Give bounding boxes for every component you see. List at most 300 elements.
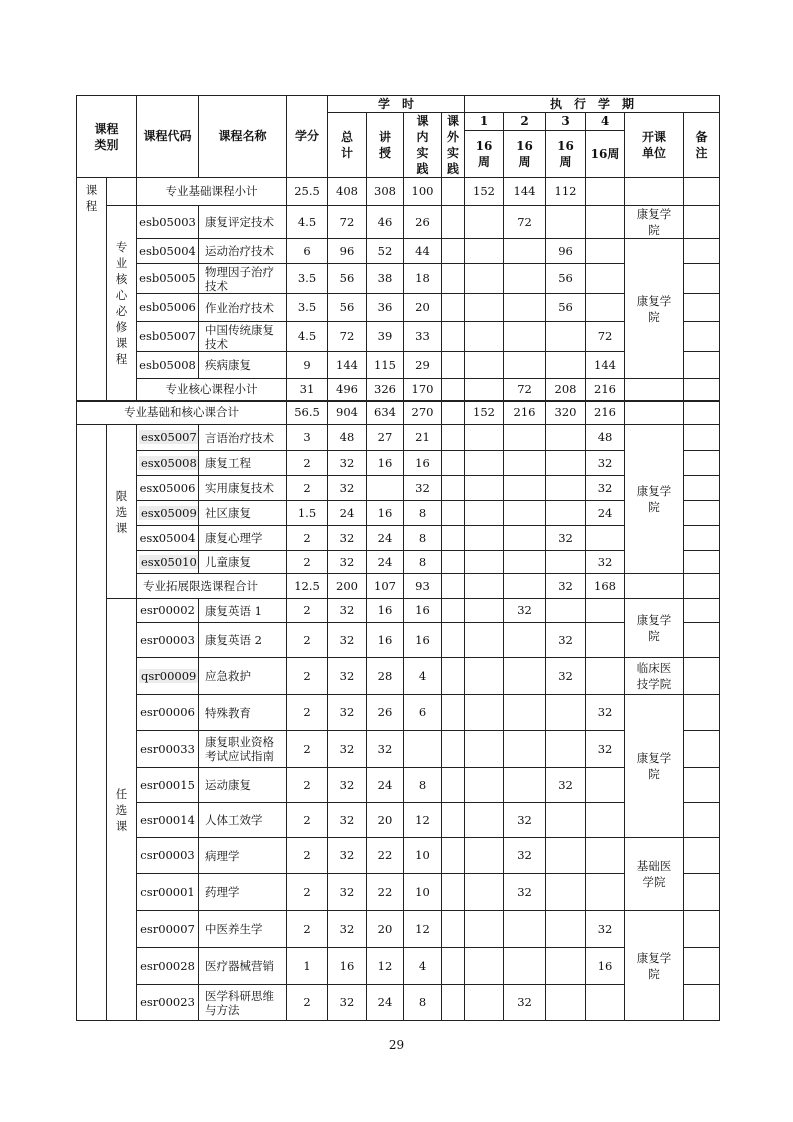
cell-cr: 2 <box>287 658 328 695</box>
header-weeks-4: 16周 <box>586 131 625 178</box>
subtotal-label: 专业拓展限选课程合计 <box>137 574 287 599</box>
cell-l: 24 <box>367 985 404 1021</box>
cell-s3: 32 <box>546 574 586 599</box>
cell-s3: 320 <box>546 401 586 425</box>
table-row <box>77 178 720 206</box>
cell-s2: 32 <box>504 874 546 911</box>
cell-s3: 32 <box>546 623 586 658</box>
cell-s2 <box>504 574 546 599</box>
note-cell <box>684 658 720 695</box>
cell-s2 <box>504 352 546 379</box>
cell-t: 32 <box>328 658 367 695</box>
cell-ip: 6 <box>404 695 442 731</box>
cell-cr: 2 <box>287 476 328 501</box>
cell-s4 <box>586 264 625 294</box>
cell-s1 <box>465 695 504 731</box>
note-cell <box>684 623 720 658</box>
cell-cr: 3.5 <box>287 264 328 294</box>
note-cell <box>684 551 720 574</box>
cell-op <box>442 695 465 731</box>
cell-op <box>442 874 465 911</box>
cell-s3: 208 <box>546 379 586 401</box>
cell-cr: 2 <box>287 695 328 731</box>
cell-s1 <box>465 731 504 768</box>
cell-s3: 96 <box>546 239 586 264</box>
course-code: csr00001 <box>137 874 199 911</box>
dept-empty <box>625 379 684 401</box>
cell-s1: 152 <box>465 178 504 206</box>
table-row <box>77 526 720 551</box>
cell-s4 <box>586 178 625 206</box>
course-code: esr00033 <box>137 731 199 768</box>
course-name: 人体工效学 <box>199 803 287 838</box>
table-row <box>77 322 720 352</box>
cell-op <box>442 206 465 239</box>
cell-s1 <box>465 551 504 574</box>
note-cell <box>684 451 720 476</box>
header-weeks-2: 16周 <box>504 131 546 178</box>
cell-t: 48 <box>328 425 367 451</box>
note-cell <box>684 501 720 526</box>
cell-s4: 32 <box>586 911 625 948</box>
cell-t: 24 <box>328 501 367 526</box>
cell-op <box>442 501 465 526</box>
cell-s1 <box>465 658 504 695</box>
header-lecture: 讲授 <box>367 113 404 178</box>
cell-op <box>442 574 465 599</box>
cell-s1 <box>465 264 504 294</box>
note-cell <box>684 985 720 1021</box>
course-code: esx05007 <box>137 425 199 451</box>
course-code: esr00014 <box>137 803 199 838</box>
cell-op <box>442 803 465 838</box>
cell-op <box>442 379 465 401</box>
cell-s4 <box>586 985 625 1021</box>
cell-s3 <box>546 695 586 731</box>
cell-s3: 32 <box>546 768 586 803</box>
cell-op <box>442 599 465 623</box>
course-name: 儿童康复 <box>199 551 287 574</box>
note-cell <box>684 838 720 874</box>
dept: 基础医学院 <box>625 838 684 911</box>
cell-t: 32 <box>328 695 367 731</box>
cell-t: 32 <box>328 874 367 911</box>
course-name: 康复职业资格考试应试指南 <box>199 731 287 768</box>
note-cell <box>684 401 720 425</box>
cell-ip: 100 <box>404 178 442 206</box>
header-name: 课程名称 <box>199 96 287 178</box>
cell-l: 16 <box>367 623 404 658</box>
cell-s4: 216 <box>586 401 625 425</box>
cell-cr: 2 <box>287 985 328 1021</box>
course-code: esr00006 <box>137 695 199 731</box>
course-code: esx05008 <box>137 451 199 476</box>
header-weeks-3: 16周 <box>546 131 586 178</box>
course-code: esr00028 <box>137 948 199 985</box>
cell-s2 <box>504 501 546 526</box>
dept: 临床医技学院 <box>625 658 684 695</box>
cell-s3 <box>546 911 586 948</box>
course-code: esr00007 <box>137 911 199 948</box>
table-row <box>77 294 720 322</box>
cell-cr: 56.5 <box>287 401 328 425</box>
cell-ip: 8 <box>404 768 442 803</box>
cell-s4 <box>586 768 625 803</box>
cell-l: 22 <box>367 838 404 874</box>
cell-op <box>442 322 465 352</box>
cell-s2 <box>504 948 546 985</box>
cell-s3 <box>546 476 586 501</box>
cell-ip <box>404 731 442 768</box>
cell-s2 <box>504 658 546 695</box>
cell-s4: 144 <box>586 352 625 379</box>
cell-s3 <box>546 352 586 379</box>
cell-t: 496 <box>328 379 367 401</box>
table-row <box>77 731 720 768</box>
note-cell <box>684 768 720 803</box>
cell-cr: 1 <box>287 948 328 985</box>
cell-t: 32 <box>328 476 367 501</box>
cell-s2 <box>504 476 546 501</box>
table-row <box>77 379 720 401</box>
cell-cr: 2 <box>287 838 328 874</box>
cell-s2 <box>504 695 546 731</box>
cell-t: 32 <box>328 623 367 658</box>
table-row <box>77 206 720 239</box>
course-name: 疾病康复 <box>199 352 287 379</box>
cell-s4: 168 <box>586 574 625 599</box>
cell-t: 32 <box>328 551 367 574</box>
course-name: 中医养生学 <box>199 911 287 948</box>
dept: 康复学院 <box>625 239 684 379</box>
dept-empty <box>625 574 684 599</box>
course-name: 中国传统康复技术 <box>199 322 287 352</box>
table-row <box>77 695 720 731</box>
note-cell <box>684 526 720 551</box>
course-name: 医学科研思维与方法 <box>199 985 287 1021</box>
cell-s4: 216 <box>586 379 625 401</box>
table-row <box>77 911 720 948</box>
cell-s4: 32 <box>586 476 625 501</box>
course-code: esx05004 <box>137 526 199 551</box>
cell-t: 32 <box>328 526 367 551</box>
course-code: esx05010 <box>137 551 199 574</box>
cell-t: 200 <box>328 574 367 599</box>
cell-s4 <box>586 623 625 658</box>
cell-s2 <box>504 731 546 768</box>
cell-s1 <box>465 768 504 803</box>
dept: 康复学院 <box>625 911 684 1021</box>
cell-ip: 32 <box>404 476 442 501</box>
cell-s1 <box>465 985 504 1021</box>
cell-t: 408 <box>328 178 367 206</box>
cell-op <box>442 425 465 451</box>
cell-s2: 32 <box>504 803 546 838</box>
cell-t: 56 <box>328 294 367 322</box>
cell-l: 115 <box>367 352 404 379</box>
cell-l: 20 <box>367 803 404 838</box>
header-out-practice: 课外实践 <box>442 113 465 178</box>
course-code: esb05006 <box>137 294 199 322</box>
cell-s2: 32 <box>504 985 546 1021</box>
note-cell <box>684 695 720 731</box>
cell-cr: 2 <box>287 874 328 911</box>
cell-l: 36 <box>367 294 404 322</box>
cell-ip: 16 <box>404 451 442 476</box>
cell-s2 <box>504 768 546 803</box>
cell-ip: 8 <box>404 551 442 574</box>
header-semester: 执 行 学 期 <box>465 96 720 113</box>
table-row <box>77 874 720 911</box>
table-row <box>77 658 720 695</box>
cell-cr: 2 <box>287 451 328 476</box>
dept: 康复学院 <box>625 695 684 838</box>
cell-cr: 2 <box>287 731 328 768</box>
cell-s3: 112 <box>546 178 586 206</box>
cell-cr: 4.5 <box>287 206 328 239</box>
cell-s1 <box>465 526 504 551</box>
cell-s3: 56 <box>546 294 586 322</box>
course-code: esx05006 <box>137 476 199 501</box>
header-code: 课程代码 <box>137 96 199 178</box>
cell-t: 904 <box>328 401 367 425</box>
cell-l: 24 <box>367 551 404 574</box>
cell-ip: 8 <box>404 985 442 1021</box>
cell-s2: 216 <box>504 401 546 425</box>
cell-s3 <box>546 206 586 239</box>
header-credit: 学分 <box>287 96 328 178</box>
cell-cr: 9 <box>287 352 328 379</box>
cell-s4: 32 <box>586 695 625 731</box>
cell-s1 <box>465 911 504 948</box>
course-code: esx05009 <box>137 501 199 526</box>
cell-s1 <box>465 476 504 501</box>
course-code: esr00023 <box>137 985 199 1021</box>
category-elective: 任选课 <box>107 599 137 1021</box>
cell-s3 <box>546 838 586 874</box>
note-cell <box>684 948 720 985</box>
cell-s4 <box>586 803 625 838</box>
cell-t: 32 <box>328 599 367 623</box>
course-code: esb05008 <box>137 352 199 379</box>
cell-s3 <box>546 803 586 838</box>
cell-s3: 32 <box>546 526 586 551</box>
cell-l: 16 <box>367 501 404 526</box>
cell-s3 <box>546 874 586 911</box>
cell-t: 32 <box>328 451 367 476</box>
cell-l: 24 <box>367 526 404 551</box>
header-sem-2: 2 <box>504 113 546 131</box>
course-code: esb05005 <box>137 264 199 294</box>
header-sem-3: 3 <box>546 113 586 131</box>
cell-l: 28 <box>367 658 404 695</box>
cell-op <box>442 178 465 206</box>
cell-s1 <box>465 874 504 911</box>
dept-empty <box>625 401 684 425</box>
table-row <box>77 352 720 379</box>
dept: 康复学院 <box>625 206 684 239</box>
header-note: 备注 <box>684 113 720 178</box>
cell-s4 <box>586 294 625 322</box>
category-empty <box>77 425 107 1021</box>
cell-l: 46 <box>367 206 404 239</box>
cell-ip: 170 <box>404 379 442 401</box>
cell-s1: 152 <box>465 401 504 425</box>
course-name: 康复工程 <box>199 451 287 476</box>
course-name: 应急救护 <box>199 658 287 695</box>
cell-ip: 26 <box>404 206 442 239</box>
course-name: 康复英语 2 <box>199 623 287 658</box>
cell-cr: 3.5 <box>287 294 328 322</box>
cell-ip: 21 <box>404 425 442 451</box>
cell-op <box>442 294 465 322</box>
cell-op <box>442 985 465 1021</box>
cell-s3: 56 <box>546 264 586 294</box>
table-row <box>77 425 720 451</box>
cell-l: 52 <box>367 239 404 264</box>
table-row <box>77 803 720 838</box>
cell-s4: 16 <box>586 948 625 985</box>
note-cell <box>684 476 720 501</box>
cell-s2 <box>504 526 546 551</box>
cell-s2 <box>504 322 546 352</box>
cell-l: 326 <box>367 379 404 401</box>
cell-s1 <box>465 574 504 599</box>
course-code: esb05004 <box>137 239 199 264</box>
table-row <box>77 501 720 526</box>
cell-s3 <box>546 599 586 623</box>
cell-ip: 20 <box>404 294 442 322</box>
cell-ip: 44 <box>404 239 442 264</box>
cell-s2: 32 <box>504 838 546 874</box>
cell-cr: 2 <box>287 623 328 658</box>
page-number: 29 <box>388 1038 405 1052</box>
cell-s3 <box>546 501 586 526</box>
cell-l: 39 <box>367 322 404 352</box>
cell-s1 <box>465 239 504 264</box>
cell-s4: 32 <box>586 731 625 768</box>
note-cell <box>684 239 720 264</box>
header-hours: 学 时 <box>328 96 465 113</box>
cell-s2: 72 <box>504 379 546 401</box>
category-sub-empty <box>107 178 137 206</box>
cell-cr: 2 <box>287 803 328 838</box>
cell-s1 <box>465 838 504 874</box>
dept-empty <box>625 178 684 206</box>
cell-s3: 32 <box>546 658 586 695</box>
table-row <box>77 551 720 574</box>
cell-op <box>442 401 465 425</box>
cell-op <box>442 352 465 379</box>
cell-s2: 72 <box>504 206 546 239</box>
cell-cr: 6 <box>287 239 328 264</box>
cell-s1 <box>465 623 504 658</box>
cell-t: 32 <box>328 731 367 768</box>
cell-ip: 10 <box>404 838 442 874</box>
cell-op <box>442 264 465 294</box>
note-cell <box>684 874 720 911</box>
cell-op <box>442 948 465 985</box>
cell-op <box>442 658 465 695</box>
table-row <box>77 985 720 1021</box>
cell-t: 96 <box>328 239 367 264</box>
cell-s2 <box>504 451 546 476</box>
cell-op <box>442 526 465 551</box>
course-name: 社区康复 <box>199 501 287 526</box>
cell-l: 16 <box>367 599 404 623</box>
cell-ip: 270 <box>404 401 442 425</box>
cell-t: 16 <box>328 948 367 985</box>
cell-t: 32 <box>328 911 367 948</box>
table-row <box>77 239 720 264</box>
note-cell <box>684 731 720 768</box>
note-cell <box>684 294 720 322</box>
cell-op <box>442 731 465 768</box>
header-category: 课程类别 <box>77 96 137 178</box>
note-cell <box>684 264 720 294</box>
cell-s1 <box>465 803 504 838</box>
cell-s3 <box>546 425 586 451</box>
cell-cr: 2 <box>287 768 328 803</box>
cell-ip: 29 <box>404 352 442 379</box>
cell-cr: 25.5 <box>287 178 328 206</box>
cell-s1 <box>465 501 504 526</box>
header-total: 总计 <box>328 113 367 178</box>
table-row <box>77 574 720 599</box>
cell-l: 26 <box>367 695 404 731</box>
note-cell <box>684 911 720 948</box>
cell-l: 308 <box>367 178 404 206</box>
cell-s3 <box>546 551 586 574</box>
cell-op <box>442 476 465 501</box>
category-course: 课程 <box>77 178 107 401</box>
header-dept: 开课单位 <box>625 113 684 178</box>
cell-op <box>442 838 465 874</box>
cell-l: 27 <box>367 425 404 451</box>
course-name: 运动康复 <box>199 768 287 803</box>
cell-s2 <box>504 239 546 264</box>
course-name: 特殊教育 <box>199 695 287 731</box>
cell-s4 <box>586 599 625 623</box>
cell-s3 <box>546 322 586 352</box>
cell-op <box>442 911 465 948</box>
cell-s4: 32 <box>586 551 625 574</box>
cell-t: 72 <box>328 322 367 352</box>
cell-s1 <box>465 322 504 352</box>
cell-s4: 24 <box>586 501 625 526</box>
table-row <box>77 476 720 501</box>
cell-cr: 12.5 <box>287 574 328 599</box>
course-name: 康复心理学 <box>199 526 287 551</box>
course-name: 病理学 <box>199 838 287 874</box>
cell-ip: 33 <box>404 322 442 352</box>
cell-ip: 8 <box>404 501 442 526</box>
cell-cr: 2 <box>287 551 328 574</box>
cell-s1 <box>465 599 504 623</box>
cell-ip: 12 <box>404 803 442 838</box>
course-code: esr00015 <box>137 768 199 803</box>
cell-cr: 1.5 <box>287 501 328 526</box>
cell-s2 <box>504 425 546 451</box>
cell-s4: 32 <box>586 451 625 476</box>
header-weeks-1: 16周 <box>465 131 504 178</box>
dept: 康复学院 <box>625 599 684 658</box>
cell-cr: 2 <box>287 911 328 948</box>
course-code: esr00003 <box>137 623 199 658</box>
cell-s1 <box>465 379 504 401</box>
note-cell <box>684 574 720 599</box>
cell-s2: 32 <box>504 599 546 623</box>
